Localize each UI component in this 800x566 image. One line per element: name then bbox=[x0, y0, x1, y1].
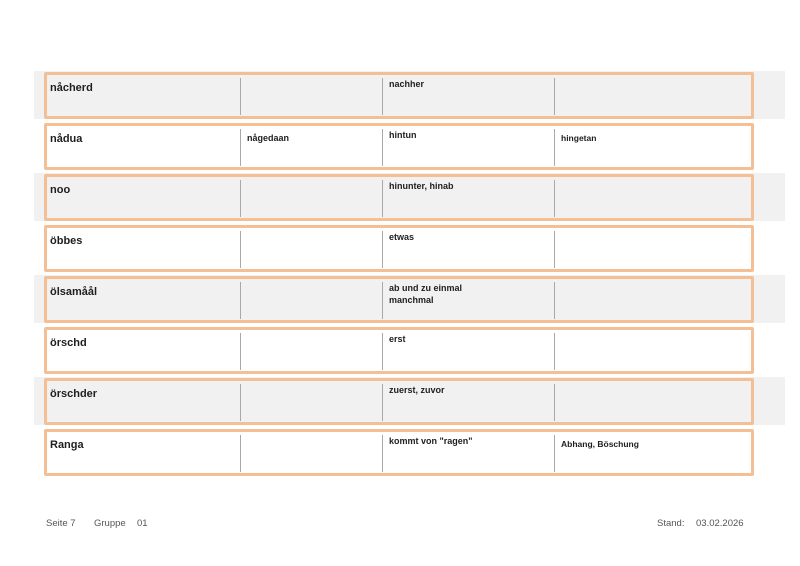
variant-cell bbox=[240, 78, 382, 115]
note-cell bbox=[554, 78, 751, 115]
word-text: ölsamåål bbox=[50, 286, 98, 298]
row-frame bbox=[44, 225, 754, 272]
note-cell bbox=[554, 180, 751, 217]
group-value: 01 bbox=[137, 518, 148, 529]
word-cell bbox=[47, 177, 240, 218]
meaning-text: hintun bbox=[389, 130, 417, 140]
table-row bbox=[34, 326, 785, 374]
meaning-text: ab und zu einmal manchmal bbox=[389, 283, 463, 305]
meaning-text: nachher bbox=[389, 79, 425, 89]
word-text: noo bbox=[50, 184, 71, 196]
note-cell bbox=[554, 333, 751, 370]
table-row bbox=[34, 173, 785, 221]
note-cell bbox=[554, 282, 751, 319]
row-frame bbox=[44, 429, 754, 476]
variant-cell bbox=[240, 435, 382, 472]
meaning-cell bbox=[382, 180, 554, 217]
word-cell bbox=[47, 75, 240, 116]
note-text: hingetan bbox=[561, 133, 597, 143]
table-row bbox=[34, 377, 785, 425]
note-cell bbox=[554, 384, 751, 421]
word-text: nådua bbox=[50, 133, 83, 145]
variant-cell bbox=[240, 231, 382, 268]
word-cell bbox=[47, 126, 240, 167]
word-cell bbox=[47, 432, 240, 473]
group-label: Gruppe bbox=[94, 518, 126, 529]
variant-text: någedaan bbox=[247, 133, 290, 143]
meaning-text: etwas bbox=[389, 232, 415, 242]
date-label: Stand: bbox=[657, 518, 685, 529]
word-text: örschd bbox=[50, 337, 87, 349]
note-cell bbox=[554, 231, 751, 268]
row-frame bbox=[44, 276, 754, 323]
variant-cell bbox=[240, 384, 382, 421]
meaning-cell bbox=[382, 231, 554, 268]
page-number: Seite 7 bbox=[46, 518, 76, 529]
meaning-cell bbox=[382, 129, 554, 166]
word-text: nåcherd bbox=[50, 82, 93, 94]
row-frame bbox=[44, 123, 754, 170]
meaning-text: kommt von "ragen" bbox=[389, 436, 473, 446]
meaning-text: hinunter, hinab bbox=[389, 181, 454, 191]
note-text: Abhang, Böschung bbox=[561, 439, 639, 449]
word-cell bbox=[47, 381, 240, 422]
row-frame bbox=[44, 327, 754, 374]
variant-cell bbox=[240, 180, 382, 217]
meaning-text: erst bbox=[389, 334, 406, 344]
meaning-cell bbox=[382, 282, 554, 319]
variant-cell bbox=[240, 333, 382, 370]
row-frame bbox=[44, 174, 754, 221]
table-row bbox=[34, 71, 785, 119]
word-cell bbox=[47, 330, 240, 371]
word-text: öbbes bbox=[50, 235, 83, 247]
table-row bbox=[34, 224, 785, 272]
table-row bbox=[34, 122, 785, 170]
meaning-cell bbox=[382, 384, 554, 421]
word-text: Ranga bbox=[50, 439, 84, 451]
variant-cell bbox=[240, 129, 382, 166]
note-cell bbox=[554, 435, 751, 472]
date-value: 03.02.2026 bbox=[696, 518, 744, 529]
word-text: örschder bbox=[50, 388, 98, 400]
word-cell bbox=[47, 228, 240, 269]
row-frame bbox=[44, 72, 754, 119]
variant-cell bbox=[240, 282, 382, 319]
note-cell bbox=[554, 129, 751, 166]
word-cell bbox=[47, 279, 240, 320]
meaning-cell bbox=[382, 435, 554, 472]
row-frame bbox=[44, 378, 754, 425]
meaning-cell bbox=[382, 78, 554, 115]
meaning-cell bbox=[382, 333, 554, 370]
table-row bbox=[34, 275, 785, 323]
meaning-text: zuerst, zuvor bbox=[389, 385, 445, 395]
table-row bbox=[34, 428, 785, 476]
